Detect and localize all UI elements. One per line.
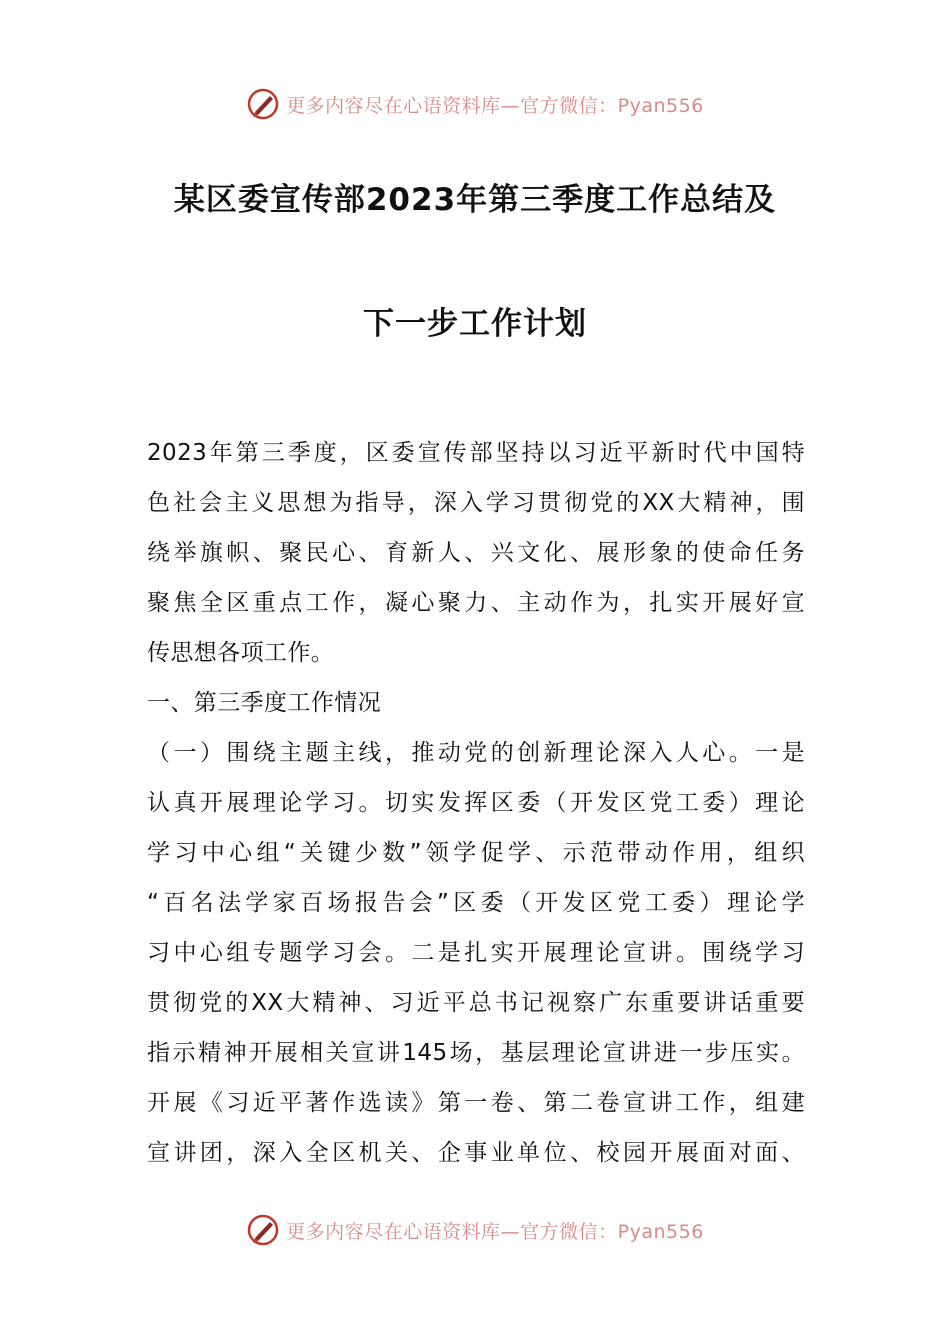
- document-title-line-1: 某区委宣传部2023年第三季度工作总结及: [173, 182, 777, 218]
- document-body: [147, 428, 805, 1178]
- watermark-header: [0, 84, 950, 124]
- section-heading: 一、第三季度工作情况: [147, 690, 381, 716]
- watermark-footer: [0, 1210, 950, 1250]
- body-line: （一）围绕主题主线，推动党的创新理论深入人心。一是: [147, 740, 805, 766]
- watermark-text: 更多内容尽在心语资料库—官方微信：Pyan556: [286, 1220, 704, 1243]
- body-line: 认真开展理论学习。切实发挥区委（开发区党工委）理论: [147, 790, 805, 816]
- pen-circle-logo-icon: [246, 1213, 280, 1247]
- body-line: “百名法学家百场报告会”区委（开发区党工委）理论学: [147, 890, 805, 916]
- body-line: 色社会主义思想为指导，深入学习贯彻党的XX大精神，围: [147, 490, 805, 516]
- pen-circle-logo-icon: [246, 87, 280, 121]
- body-line: 2023年第三季度，区委宣传部坚持以习近平新时代中国特: [147, 440, 805, 466]
- body-line: 传思想各项工作。: [147, 640, 335, 666]
- body-line: 宣讲团，深入全区机关、企事业单位、校园开展面对面、: [147, 1140, 805, 1166]
- body-line: 聚焦全区重点工作，凝心聚力、主动作为，扎实开展好宣: [147, 590, 805, 616]
- body-line: 绕举旗帜、聚民心、育新人、兴文化、展形象的使命任务: [147, 540, 805, 566]
- watermark-text: 更多内容尽在心语资料库—官方微信：Pyan556: [286, 94, 704, 117]
- body-line: 习中心组专题学习会。二是扎实开展理论宣讲。围绕学习: [147, 940, 805, 966]
- document-title-line-2: 下一步工作计划: [363, 306, 587, 342]
- body-line: 贯彻党的XX大精神、习近平总书记视察广东重要讲话重要: [147, 990, 805, 1016]
- body-line: 学习中心组“关键少数”领学促学、示范带动作用，组织: [147, 840, 805, 866]
- body-line: 开展《习近平著作选读》第一卷、第二卷宣讲工作，组建: [147, 1090, 805, 1116]
- body-line: 指示精神开展相关宣讲145场，基层理论宣讲进一步压实。: [147, 1040, 805, 1066]
